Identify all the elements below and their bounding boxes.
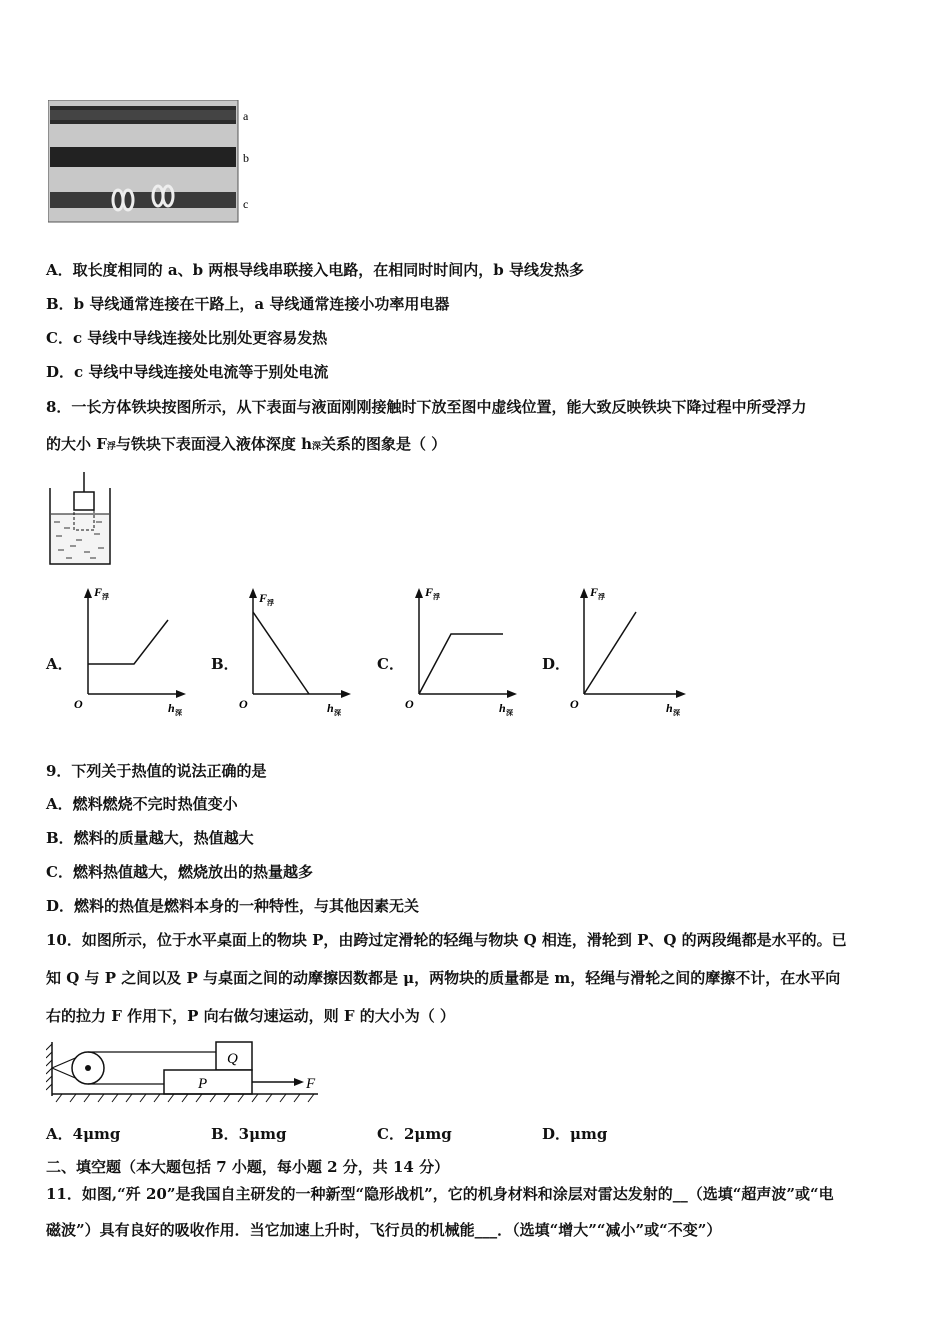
section-2-heading: 二、填空题（本大题包括 7 小题，每小题 2 分，共 14 分） xyxy=(46,1158,450,1176)
q8-graph-b-curve xyxy=(253,612,309,694)
beaker-figure xyxy=(46,470,116,570)
block-q-label: Q xyxy=(227,1051,238,1067)
svg-text:深: 深 xyxy=(506,709,513,717)
svg-text:浮: 浮 xyxy=(267,599,274,607)
svg-text:深: 深 xyxy=(334,709,341,717)
q10-option-b: B．3μmg xyxy=(211,1125,287,1143)
pulley-figure xyxy=(46,1036,326,1106)
q7-option-c: C．c 导线中导线连接处比别处更容易发热 xyxy=(46,329,328,347)
svg-text:浮: 浮 xyxy=(598,593,605,601)
wire-label-a: a xyxy=(243,109,249,123)
svg-text:F: F xyxy=(425,585,434,599)
svg-text:F: F xyxy=(259,591,268,605)
svg-text:深: 深 xyxy=(175,709,182,717)
q11-stem-line1: 11．如图,“歼 20”是我国自主研发的一种新型“隐形战机”，它的机身材料和涂层对雷达发射的__（选填“超声波”或“电 xyxy=(46,1185,834,1203)
block-p-label: P xyxy=(198,1076,208,1092)
force-label: F xyxy=(306,1076,316,1092)
svg-text:O: O xyxy=(74,697,83,711)
svg-text:h: h xyxy=(499,701,506,715)
q9-option-d: D．燃料的热值是燃料本身的一种特性，与其他因素无关 xyxy=(46,897,420,915)
svg-text:F: F xyxy=(590,585,599,599)
q8-graph-a xyxy=(72,582,190,718)
wire-label-b: b xyxy=(243,151,249,165)
q9-option-a: A．燃料燃烧不完时热值变小 xyxy=(46,795,238,813)
svg-text:h: h xyxy=(168,701,175,715)
svg-text:浮: 浮 xyxy=(433,593,440,601)
svg-text:O: O xyxy=(405,697,414,711)
block-p xyxy=(164,1070,252,1094)
q10-stem-line1: 10．如图所示，位于水平桌面上的物块 P，由跨过定滑轮的轻绳与物块 Q 相连，滑轮到 P、Q 的两段绳都是水平的。已 xyxy=(46,931,847,949)
q8-graph-a-curve xyxy=(88,620,168,664)
svg-text:h: h xyxy=(666,701,673,715)
q10-stem-line3: 右的拉力 F 作用下，P 向右做匀速运动，则 F 的大小为（ ） xyxy=(46,1007,455,1025)
svg-text:深: 深 xyxy=(673,709,680,717)
q7-option-b: B．b 导线通常连接在干路上，a 导线通常连接小功率用电器 xyxy=(46,295,450,313)
q9-stem: 9．下列关于热值的说法正确的是 xyxy=(46,762,267,780)
q10-stem-line2: 知 Q 与 P 之间以及 P 与桌面之间的动摩擦因数都是 μ，两物块的质量都是 m，轻绳与滑轮之间的摩擦不计，在水平向 xyxy=(46,969,841,987)
svg-text:h: h xyxy=(327,701,334,715)
svg-text:O: O xyxy=(570,697,579,711)
svg-text:浮: 浮 xyxy=(102,593,109,601)
q10-option-c: C．2μmg xyxy=(377,1125,452,1143)
q8-option-b-label: B． xyxy=(211,655,239,673)
svg-text:F: F xyxy=(94,585,103,599)
q8-graph-c xyxy=(403,582,521,718)
q10-option-d: D．μmg xyxy=(542,1125,608,1143)
q8-graph-d xyxy=(568,582,690,718)
q8-graph-d-curve xyxy=(584,612,636,694)
q8-option-a-label: A． xyxy=(46,655,73,673)
q8-stem-line2: 的大小 F浮与铁块下表面浸入液体深度 h深关系的图象是（ ） xyxy=(46,435,447,453)
q8-option-c-label: C． xyxy=(377,655,404,673)
q7-option-a: A．取长度相同的 a、b 两根导线串联接入电路，在相同时时间内，b 导线发热多 xyxy=(46,261,585,279)
q9-option-c: C．燃料热值越大，燃烧放出的热量越多 xyxy=(46,863,313,881)
q7-option-d: D．c 导线中导线连接处电流等于别处电流 xyxy=(46,363,329,381)
q8-option-d-label: D． xyxy=(542,655,571,673)
q8-graph-c-curve xyxy=(419,634,503,694)
q11-stem-line2: 磁波”）具有良好的吸收作用．当它加速上升时，飞行员的机械能___．（选填“增大”“减小”或“不变”） xyxy=(46,1221,722,1239)
q9-option-b: B．燃料的质量越大，热值越大 xyxy=(46,829,254,847)
q10-option-a: A．4μmg xyxy=(46,1125,121,1143)
wire-photo xyxy=(48,100,263,224)
wire-label-c: c xyxy=(243,197,249,211)
q8-graph-b xyxy=(237,582,355,718)
q8-stem-line1: 8．一长方体铁块按图所示，从下表面与液面刚刚接触时下放至图中虚线位置，能大致反映铁块下降过程中所受浮力 xyxy=(46,398,807,416)
svg-text:O: O xyxy=(239,697,248,711)
